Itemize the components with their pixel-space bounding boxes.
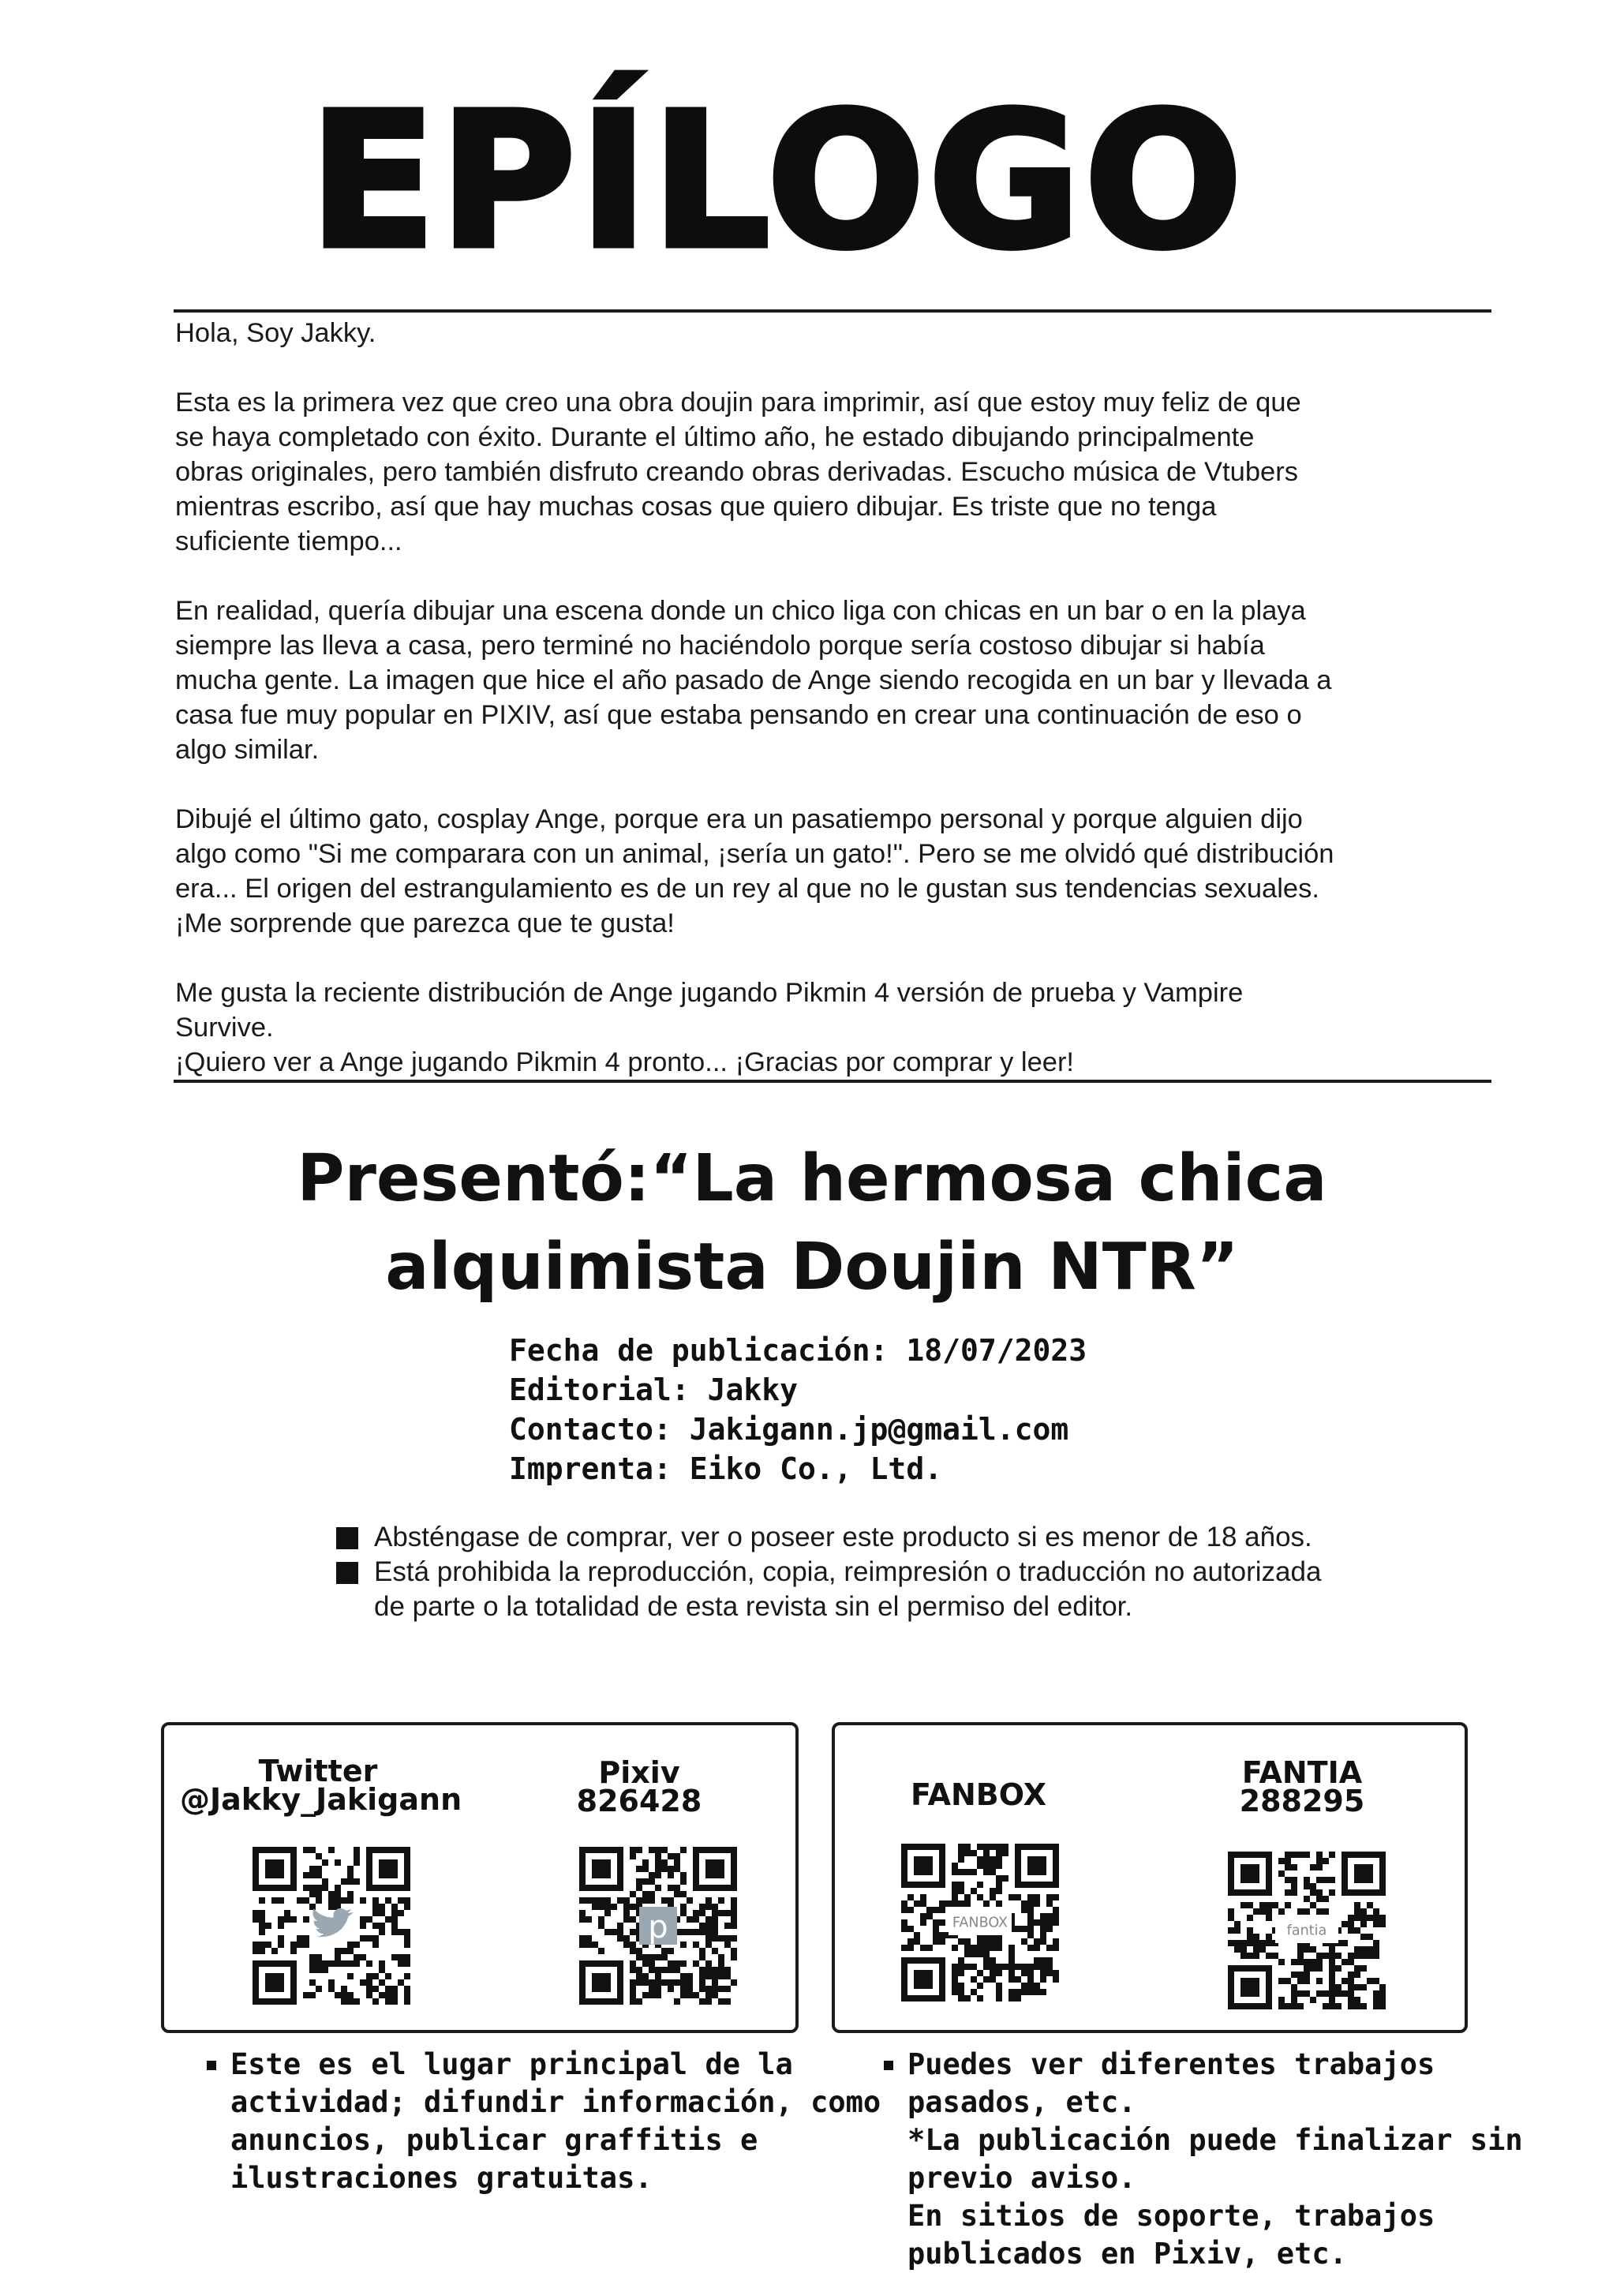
text-line: algo como "Si me comparara con un animal, ¡sería un gato!". Pero se me olvidó qué distribución xyxy=(175,839,1334,869)
fanbox-qr-pattern xyxy=(901,1844,1059,2002)
bottom-divider xyxy=(174,1080,1491,1083)
text-line: obras originales, pero también disfruto creando obras derivadas. Escucho música de Vtubers xyxy=(175,457,1298,487)
twitter-handle: @Jakky_Jakigann xyxy=(180,1782,462,1817)
bullet-text: publicados en Pixiv, etc. xyxy=(907,2237,1347,2271)
text-line: Survive. xyxy=(175,1013,274,1043)
epilogue-text xyxy=(175,316,1485,1080)
text-line: suficiente tiempo... xyxy=(175,526,402,556)
text-line: Me gusta la reciente distribución de Ange jugando Pikmin 4 versión de prueba y Vampire xyxy=(175,978,1244,1008)
presented-line-2: alquimista Doujin NTR” xyxy=(385,1230,1239,1305)
greeting: Hola, Soy Jakky. xyxy=(175,318,376,348)
presented-title xyxy=(0,1135,1624,1312)
top-divider xyxy=(174,309,1491,313)
twitter-bird-icon xyxy=(309,1908,354,1942)
list-item xyxy=(207,2046,881,2197)
legal-notices xyxy=(336,1520,1441,1624)
paragraph-1 xyxy=(175,385,1485,559)
presented-line-1: Presentó:“La hermosa chica xyxy=(297,1141,1327,1216)
colophon xyxy=(509,1331,1087,1488)
square-bullet-icon xyxy=(336,1527,358,1549)
svg-text:p: p xyxy=(648,1909,668,1946)
publication-date: Fecha de publicación: 18/07/2023 xyxy=(509,1333,1087,1368)
twitter-qr-code[interactable] xyxy=(253,1847,410,2005)
text-line: era... El origen del estrangulamiento es de un rey al que no le gustan sus tendencias sexuales. xyxy=(175,874,1319,904)
support-description xyxy=(884,2046,1523,2273)
svg-text:FANBOX: FANBOX xyxy=(952,1915,1008,1931)
text-line: siempre las lleva a casa, pero terminé no haciéndolo porque sería costoso dibujar si había xyxy=(175,631,1265,661)
text-line: Esta es la primera vez que creo una obra doujin para imprimir, así que estoy muy feliz de que xyxy=(175,388,1301,418)
fantia-id: 288295 xyxy=(1239,1784,1365,1818)
bullet-dot-icon xyxy=(884,2061,893,2070)
text-line: En realidad, quería dibujar una escena donde un chico liga con chicas en un bar o en la playa xyxy=(175,596,1306,626)
pixiv-label xyxy=(552,1755,726,1818)
bullet-text: previo aviso. xyxy=(907,2161,1136,2195)
square-bullet-icon xyxy=(336,1562,358,1584)
notice-text: Absténgase de comprar, ver o poseer este producto si es menor de 18 años. xyxy=(374,1522,1312,1552)
bullet-text: Puedes ver diferentes trabajos xyxy=(907,2047,1435,2081)
fanbox-qr-code[interactable] xyxy=(901,1844,1059,2002)
bullet-dot-icon xyxy=(207,2061,216,2070)
svg-text:fantia: fantia xyxy=(1286,1923,1327,1939)
paragraph-4 xyxy=(175,975,1485,1080)
fanbox-label-title: FANBOX xyxy=(910,1777,1047,1812)
text-line: ¡Quiero ver a Ange jugando Pikmin 4 pronto... ¡Gracias por comprar y leer! xyxy=(175,1047,1075,1077)
fantia-logo-icon xyxy=(1275,1915,1338,1943)
text-line: mucha gente. La imagen que hice el año pasado de Ange siendo recogida en un bar y llevada a xyxy=(175,665,1332,695)
notice-age xyxy=(336,1520,1441,1555)
fantia-qr-pattern xyxy=(1228,1852,1386,2009)
text-line: ¡Me sorprende que parezca que te gusta! xyxy=(175,908,675,938)
notice-text: de parte o la totalidad de esta revista sin el permiso del editor. xyxy=(374,1591,1133,1622)
notice-copyright xyxy=(336,1555,1441,1624)
text-line: se haya completado con éxito. Durante el último año, he estado dibujando principalmente xyxy=(175,422,1255,452)
list-item xyxy=(884,2046,1523,2273)
pixiv-qr-code[interactable] xyxy=(579,1847,737,2005)
page-title: EPÍLOGO xyxy=(309,73,1246,290)
fanbox-logo-icon xyxy=(949,1907,1012,1935)
pixiv-p-icon xyxy=(639,1907,677,1945)
text-line: casa fue muy popular en PIXIV, así que estaba pensando en crear una continuación de eso o xyxy=(175,700,1302,730)
fanbox-label xyxy=(884,1777,1073,1812)
text-line: algo similar. xyxy=(175,735,320,765)
paragraph-3 xyxy=(175,802,1485,941)
text-line: mientras escribo, así que hay muchas cosas que quiero dibujar. Es triste que no tenga xyxy=(175,492,1217,522)
fantia-label-title: FANTIA xyxy=(1241,1755,1363,1790)
pixiv-id: 826428 xyxy=(576,1784,702,1818)
fantia-qr-code[interactable] xyxy=(1228,1852,1386,2009)
bullet-text: En sitios de soporte, trabajos xyxy=(907,2199,1435,2233)
text-line: Dibujé el último gato, cosplay Ange, porque era un pasatiempo personal y porque alguien dijo xyxy=(175,804,1303,834)
bullet-text: Este es el lugar principal de la xyxy=(230,2047,793,2081)
bullet-text: pasados, etc. xyxy=(907,2085,1136,2119)
social-description xyxy=(207,2046,881,2197)
notice-text: Está prohibida la reproducción, copia, reimpresión o traducción no autorizada xyxy=(374,1556,1322,1587)
pixiv-qr-pattern xyxy=(579,1847,737,2005)
printer: Imprenta: Eiko Co., Ltd. xyxy=(509,1451,943,1486)
paragraph-2 xyxy=(175,594,1485,767)
bullet-text: actividad; difundir información, como xyxy=(230,2085,881,2119)
fantia-label xyxy=(1215,1755,1389,1818)
pixiv-label-title: Pixiv xyxy=(598,1755,680,1790)
twitter-label-title: Twitter xyxy=(258,1754,378,1788)
bullet-text: ilustraciones gratuitas. xyxy=(230,2161,653,2195)
contact-email: Contacto: Jakigann.jp@gmail.com xyxy=(509,1412,1069,1447)
bullet-text: *La publicación puede finalizar sin xyxy=(907,2123,1523,2157)
twitter-label xyxy=(180,1754,462,1817)
bullet-text: anuncios, publicar graffitis e xyxy=(230,2123,758,2157)
twitter-qr-pattern xyxy=(253,1847,410,2005)
publisher: Editorial: Jakky xyxy=(509,1372,799,1407)
